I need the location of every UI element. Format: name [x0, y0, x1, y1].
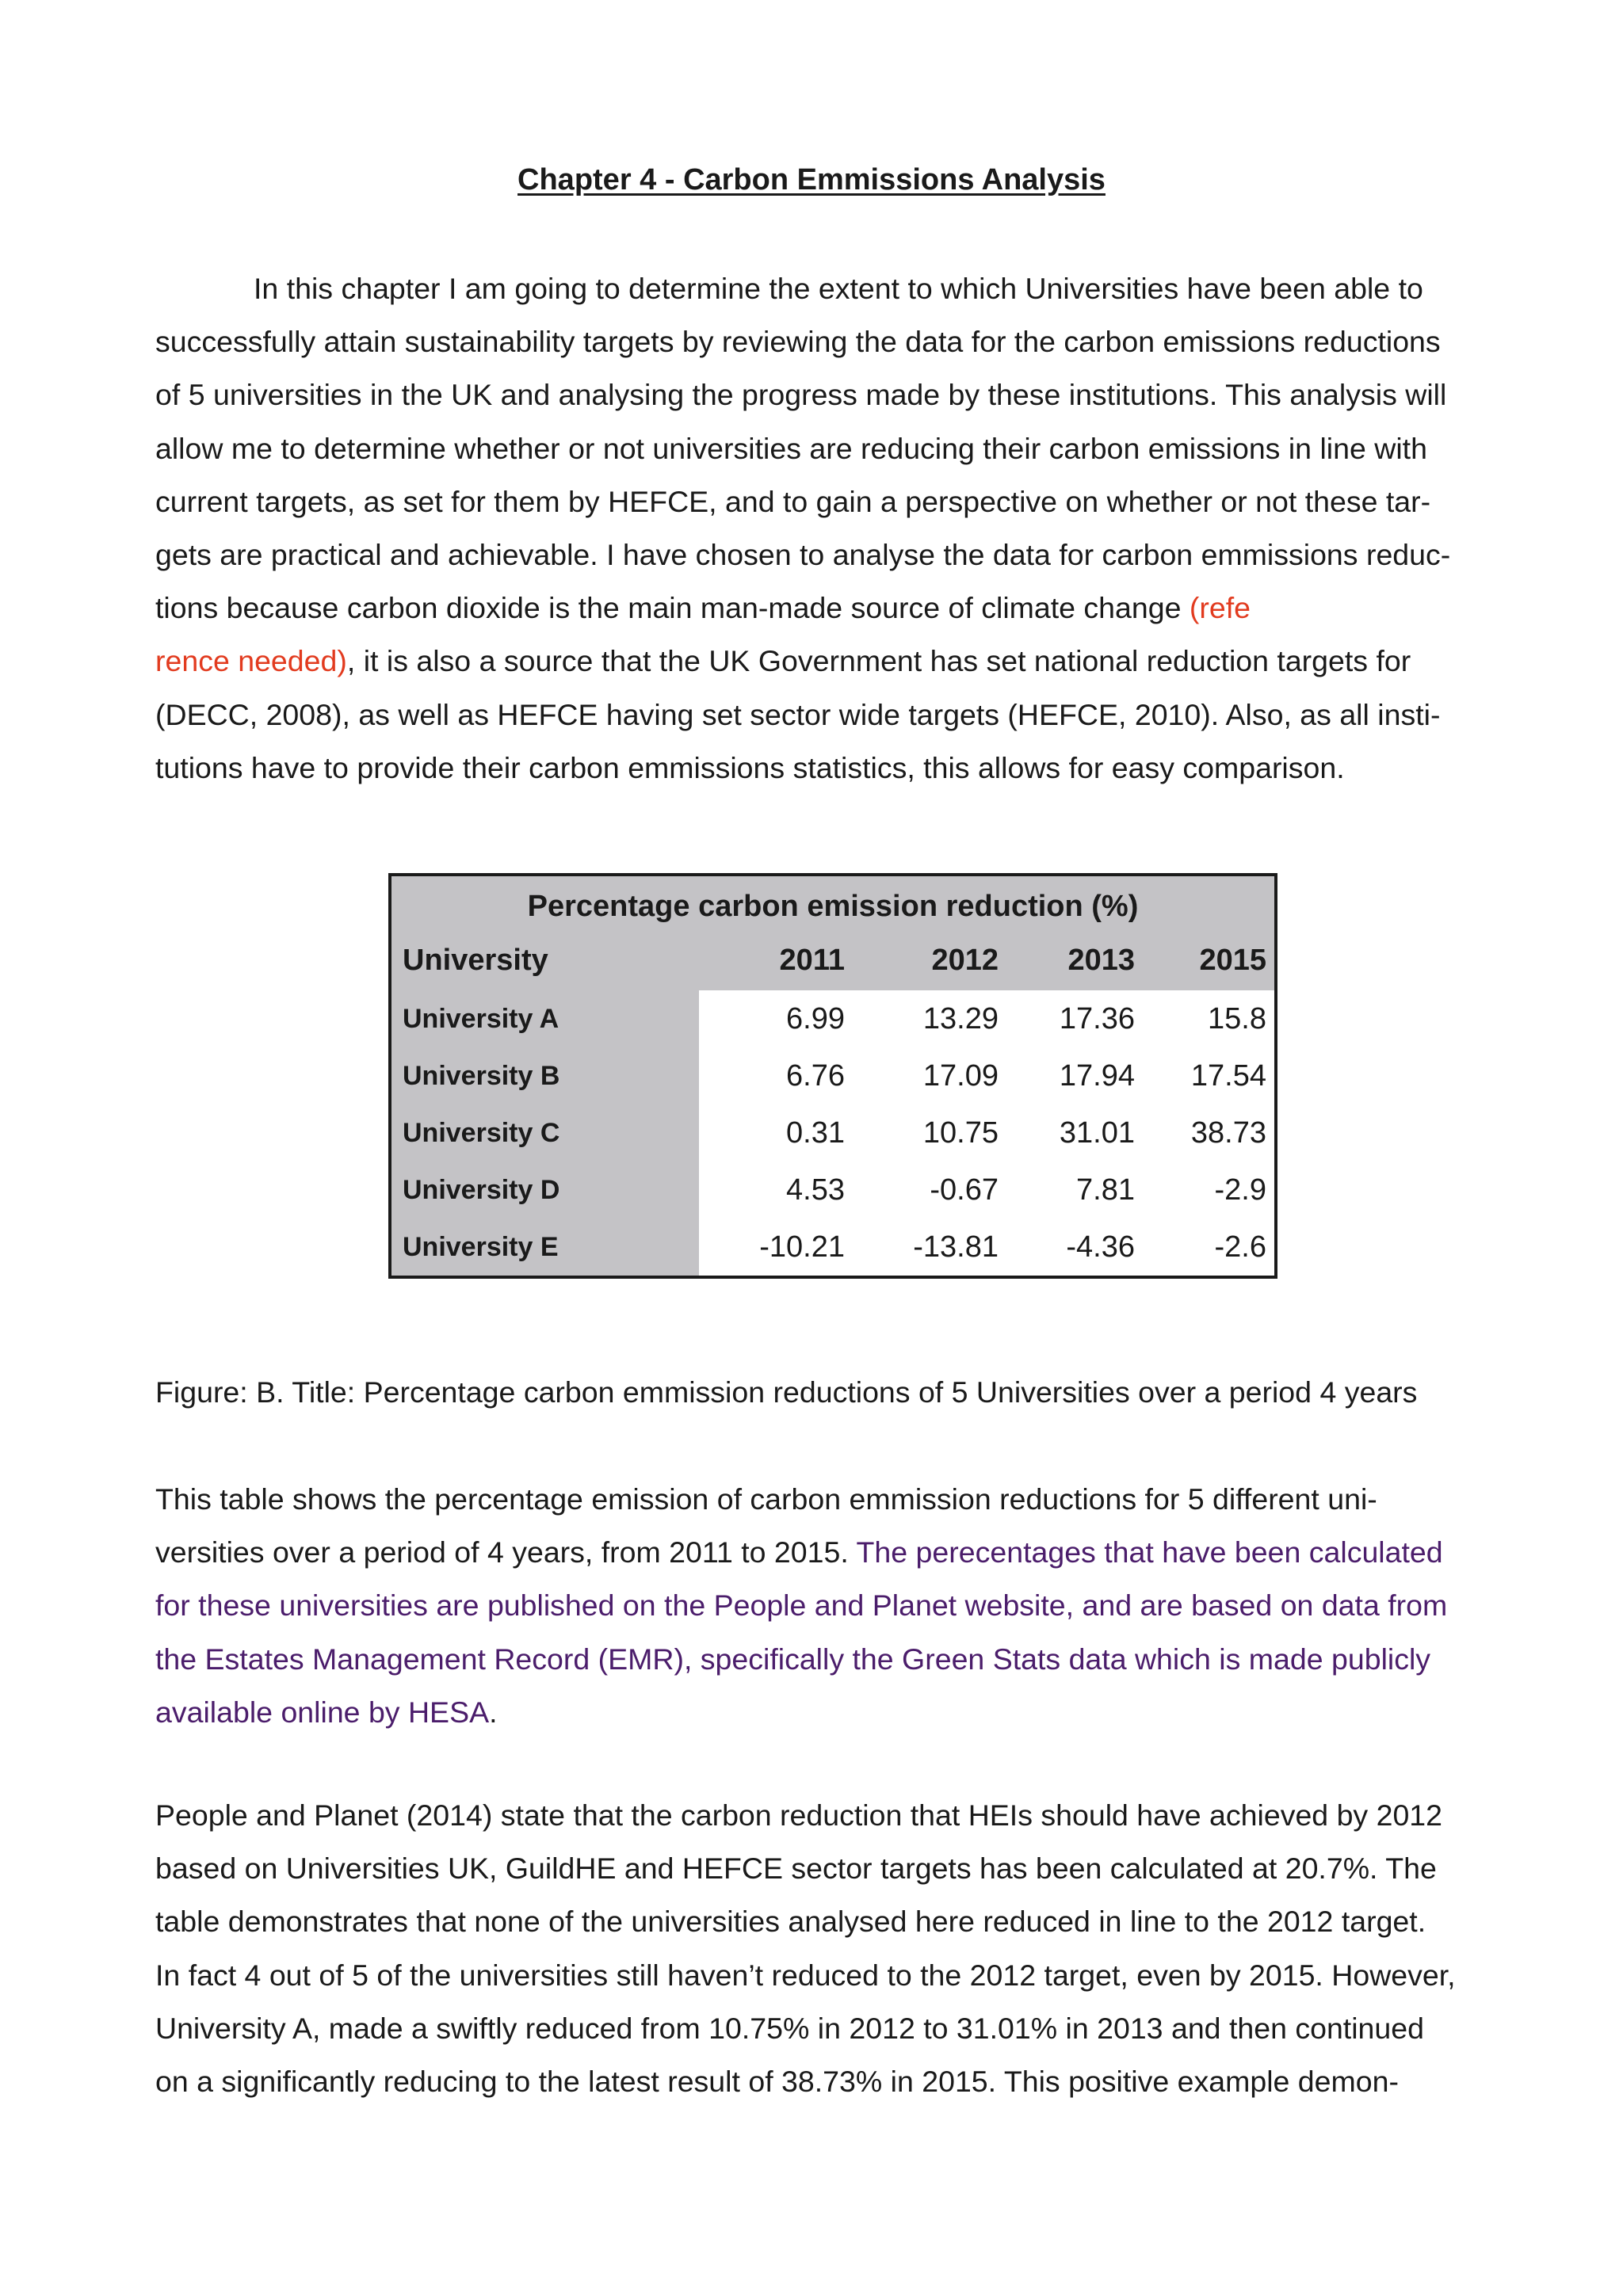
analysis-paragraph — [155, 1789, 1471, 2108]
figure-caption: Figure: B. Title: Percentage carbon emmission reductions of 5 Universities over a period 4 years — [155, 1375, 1418, 1409]
paragraph-text: . — [489, 1695, 498, 1729]
row-university: University A — [403, 1003, 559, 1034]
row-university: University B — [403, 1060, 560, 1091]
intro-line: successfully attain sustainability targets by reviewing the data for the carbon emissions reductions — [155, 325, 1441, 359]
intro-line — [155, 582, 1471, 635]
row-university: University E — [403, 1231, 559, 1262]
paragraph-line — [155, 1526, 1471, 1579]
figure-caption-block — [155, 1366, 1471, 1419]
row-university: University D — [403, 1174, 560, 1205]
paragraph-line — [155, 1686, 1471, 1739]
paragraph-line: table demonstrates that none of the universities analysed here reduced in line to the 2012 target. — [155, 1905, 1426, 1939]
table-cell: 7.81 — [1076, 1173, 1135, 1207]
table-cell: 6.76 — [786, 1058, 845, 1093]
table-cell: 13.29 — [922, 1001, 999, 1035]
table-cell: 4.53 — [786, 1173, 845, 1207]
header-year: 2015 — [1199, 943, 1266, 977]
table-cell: 0.31 — [786, 1116, 845, 1150]
table-cell: -4.36 — [1066, 1230, 1135, 1264]
paragraph-line: In fact 4 out of 5 of the universities still haven’t reduced to the 2012 target, even by 2015. However, — [155, 1958, 1456, 1992]
table-cell: 15.8 — [1208, 1001, 1266, 1035]
header-year: 2013 — [1067, 943, 1135, 977]
table-row — [391, 1219, 1274, 1276]
table-cell: 6.99 — [786, 1001, 845, 1035]
source-note-line: for these universities are published on the People and Planet website, and are based on data from — [155, 1589, 1448, 1623]
paragraph-line: University A, made a swiftly reduced from 10.75% in 2012 to 31.01% in 2013 and then continued — [155, 2011, 1424, 2045]
intro-line: tutions have to provide their carbon emmissions statistics, this allows for easy comparison. — [155, 750, 1345, 784]
table-row — [391, 1104, 1274, 1161]
intro-line — [155, 635, 1471, 688]
table-cell: 10.75 — [922, 1116, 999, 1150]
reference-needed-note: rence needed) — [155, 644, 347, 678]
source-note-line: the Estates Management Record (EMR), specifically the Green Stats data which is made publicly — [155, 1642, 1431, 1676]
table-cell: -2.6 — [1214, 1230, 1266, 1264]
table-cell: 38.73 — [1190, 1116, 1266, 1150]
intro-line: of 5 universities in the UK and analysing the progress made by these institutions. This analysis will — [155, 378, 1447, 412]
header-year: 2011 — [779, 943, 845, 977]
table-cell: 17.94 — [1059, 1058, 1135, 1093]
intro-line: (DECC, 2008), as well as HEFCE having set sector wide targets (HEFCE, 2010). Also, as all insti- — [155, 697, 1441, 731]
intro-paragraph — [155, 262, 1471, 795]
table-row — [391, 1047, 1274, 1104]
row-university: University C — [403, 1117, 560, 1148]
table-row — [391, 1161, 1274, 1219]
source-note: The perecentages that have been calculated — [856, 1535, 1443, 1569]
intro-line: allow me to determine whether or not universities are reducing their carbon emissions in line with — [155, 431, 1427, 465]
table-description-paragraph — [155, 1473, 1471, 1739]
table-caption: Percentage carbon emission reduction (%) — [527, 890, 1139, 923]
table-cell: -0.67 — [930, 1173, 999, 1207]
reference-needed-note: (refe — [1189, 591, 1251, 625]
intro-line: current targets, as set for them by HEFCE, and to gain a perspective on whether or not these tar- — [155, 484, 1431, 518]
intro-text: tions because carbon dioxide is the main man-made source of climate change — [155, 591, 1190, 625]
paragraph-line: based on Universities UK, GuildHE and HEFCE sector targets has been calculated at 20.7%. The — [155, 1852, 1437, 1886]
table-cell: 17.36 — [1059, 1001, 1135, 1035]
table-cell: 17.09 — [922, 1058, 999, 1093]
chapter-title: Chapter 4 - Carbon Emmissions Analysis — [517, 163, 1106, 196]
table-cell: -10.21 — [759, 1230, 845, 1264]
table-header-row — [391, 930, 1274, 990]
paragraph-line: on a significantly reducing to the latest result of 38.73% in 2015. This positive example demon- — [155, 2065, 1399, 2099]
table-cell: -2.9 — [1214, 1173, 1266, 1207]
paragraph-text: versities over a period of 4 years, from 2011 to 2015. — [155, 1535, 857, 1569]
paragraph-line: This table shows the percentage emission of carbon emmission reductions for 5 different uni- — [155, 1482, 1377, 1516]
source-note: available online by HESA — [155, 1695, 490, 1729]
table-cell: 31.01 — [1059, 1116, 1135, 1150]
header-university: University — [403, 943, 548, 977]
paragraph-line: People and Planet (2014) state that the carbon reduction that HEIs should have achieved by 2012 — [155, 1798, 1443, 1832]
intro-line: In this chapter I am going to determine the extent to which Universities have been able to — [254, 272, 1423, 305]
table-cell: 17.54 — [1190, 1058, 1266, 1093]
intro-line: gets are practical and achievable. I have chosen to analyse the data for carbon emmissions reduc- — [155, 538, 1451, 572]
table-row — [391, 990, 1274, 1047]
header-year: 2012 — [931, 943, 999, 977]
emission-reduction-table — [388, 873, 1277, 1279]
intro-text: , it is also a source that the UK Government has set national reduction targets for — [346, 644, 1411, 678]
table-cell: -13.81 — [913, 1230, 999, 1264]
